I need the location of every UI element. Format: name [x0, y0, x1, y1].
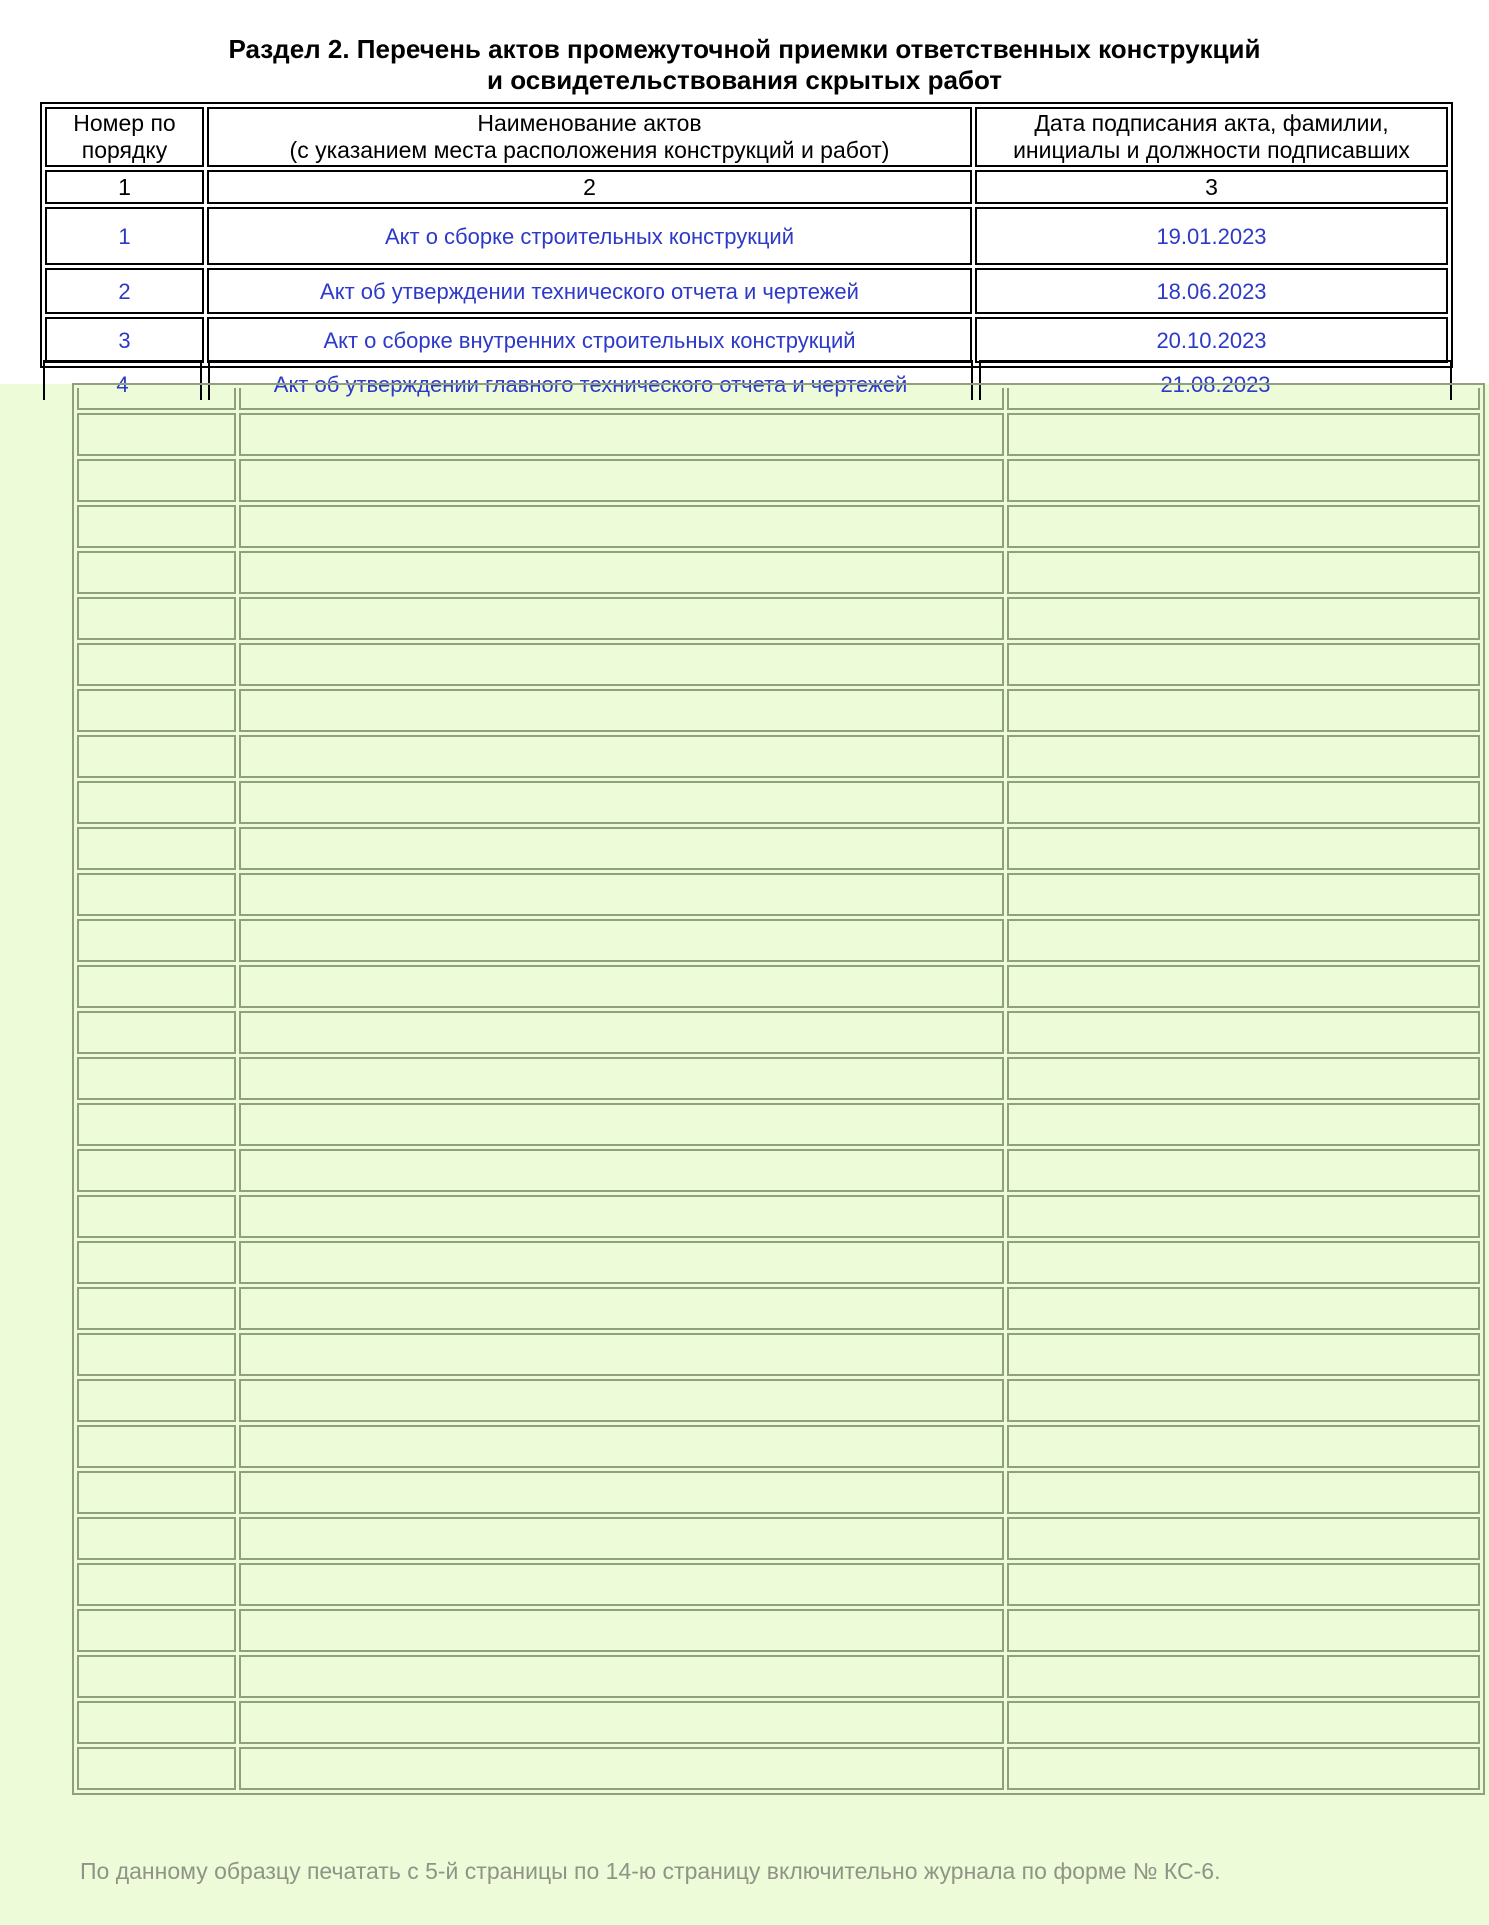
empty-cell — [77, 1701, 236, 1744]
empty-cell — [239, 1011, 1004, 1054]
table-row — [45, 207, 1448, 265]
table-row — [77, 1425, 1480, 1468]
empty-cell — [239, 1287, 1004, 1330]
empty-cell — [239, 1747, 1004, 1790]
column-number-row — [45, 170, 1448, 204]
empty-cell — [77, 1517, 236, 1560]
empty-cell — [239, 1425, 1004, 1468]
empty-cell — [239, 1609, 1004, 1652]
empty-cell — [239, 1195, 1004, 1238]
empty-cell — [77, 459, 236, 502]
empty-cell — [1007, 1333, 1480, 1376]
empty-cell — [1007, 873, 1480, 916]
empty-cell — [77, 1563, 236, 1606]
empty-cell — [1007, 1517, 1480, 1560]
act-name: Акт об утверждении технического отчета и чертежей — [207, 268, 972, 314]
empty-cell — [77, 735, 236, 778]
empty-cell — [1007, 1287, 1480, 1330]
table-row — [77, 1287, 1480, 1330]
empty-cell — [1007, 1563, 1480, 1606]
table-row — [77, 505, 1480, 548]
table-row — [77, 1241, 1480, 1284]
table-row — [77, 735, 1480, 778]
header-act-name-line-2: (с указанием места расположения конструкций и работ) — [289, 137, 890, 163]
empty-cell — [1007, 781, 1480, 824]
empty-cell — [1007, 1655, 1480, 1698]
empty-cell — [77, 1287, 236, 1330]
act-name: Акт о сборке строительных конструкций — [207, 207, 972, 265]
empty-cell — [1007, 1103, 1480, 1146]
empty-cell — [77, 1655, 236, 1698]
acts-table — [40, 102, 1453, 368]
table-row-partially-covered — [43, 360, 1451, 397]
empty-cell — [1007, 413, 1480, 456]
table-row — [45, 317, 1448, 363]
empty-cell — [239, 1471, 1004, 1514]
empty-cell — [77, 1333, 236, 1376]
table-row — [77, 781, 1480, 824]
empty-cell — [1007, 1011, 1480, 1054]
row-number: 1 — [45, 207, 204, 265]
empty-cell — [1007, 1241, 1480, 1284]
table-row — [77, 873, 1480, 916]
empty-cell — [1007, 735, 1480, 778]
empty-cell — [1007, 1747, 1480, 1790]
empty-cell — [239, 413, 1004, 456]
empty-cell — [1007, 643, 1480, 686]
table-row — [77, 1747, 1480, 1790]
empty-cell — [239, 388, 1004, 410]
table-row — [45, 268, 1448, 314]
empty-cell — [77, 1241, 236, 1284]
header-signing-date — [975, 107, 1448, 167]
empty-cell — [239, 1701, 1004, 1744]
empty-cell — [77, 1379, 236, 1422]
empty-cell — [239, 551, 1004, 594]
empty-cell — [77, 1011, 236, 1054]
table-row — [77, 827, 1480, 870]
table-row — [77, 1195, 1480, 1238]
row-number: 4 — [43, 360, 202, 400]
empty-cell — [1007, 1609, 1480, 1652]
header-number-line-1: Номер по — [73, 110, 176, 136]
empty-cell — [77, 1103, 236, 1146]
table-row — [77, 413, 1480, 456]
empty-cell — [77, 388, 236, 410]
act-date: 20.10.2023 — [975, 317, 1448, 363]
empty-cell — [77, 873, 236, 916]
table-row — [77, 1379, 1480, 1422]
empty-cell — [77, 781, 236, 824]
column-number: 3 — [975, 170, 1448, 204]
act-date: 19.01.2023 — [975, 207, 1448, 265]
empty-cell — [1007, 597, 1480, 640]
table-row — [77, 1701, 1480, 1744]
table-row — [77, 388, 1480, 410]
empty-cell — [1007, 459, 1480, 502]
table-row — [77, 919, 1480, 962]
column-number: 2 — [207, 170, 972, 204]
empty-cell — [239, 643, 1004, 686]
empty-cell — [1007, 827, 1480, 870]
table-row — [77, 1563, 1480, 1606]
empty-cell — [1007, 1149, 1480, 1192]
empty-cell — [1007, 505, 1480, 548]
empty-cell — [239, 1057, 1004, 1100]
empty-cell — [77, 643, 236, 686]
table-row — [77, 1655, 1480, 1698]
empty-cell — [77, 1057, 236, 1100]
empty-cell — [239, 1379, 1004, 1422]
table-row — [77, 965, 1480, 1008]
empty-cell — [239, 689, 1004, 732]
header-act-name — [207, 107, 972, 167]
empty-cell — [77, 689, 236, 732]
table-row — [77, 551, 1480, 594]
empty-cell — [239, 965, 1004, 1008]
empty-cell — [77, 827, 236, 870]
column-number: 1 — [45, 170, 204, 204]
empty-entries-table — [72, 383, 1485, 1795]
table-row — [77, 1471, 1480, 1514]
table-row — [77, 689, 1480, 732]
act-name: Акт об утверждении главного технического отчета и чертежей — [208, 360, 973, 400]
empty-cell — [1007, 551, 1480, 594]
row-number: 2 — [45, 268, 204, 314]
empty-cell — [239, 597, 1004, 640]
title-line-1: Раздел 2. Перечень актов промежуточной приемки ответственных конструкций — [228, 34, 1261, 64]
empty-cell — [239, 1563, 1004, 1606]
table-row — [77, 1517, 1480, 1560]
table-row — [77, 1011, 1480, 1054]
empty-cell — [77, 505, 236, 548]
row-number: 3 — [45, 317, 204, 363]
page-title — [0, 34, 1489, 96]
empty-cell — [77, 1471, 236, 1514]
table-row — [77, 1103, 1480, 1146]
table-row — [77, 459, 1480, 502]
empty-cell — [77, 1149, 236, 1192]
table-row — [77, 1609, 1480, 1652]
act-name: Акт о сборке внутренних строительных конструкций — [207, 317, 972, 363]
empty-cell — [77, 1195, 236, 1238]
empty-cell — [77, 413, 236, 456]
title-line-2: и освидетельствования скрытых работ — [487, 65, 1002, 95]
empty-cell — [239, 873, 1004, 916]
table-row — [77, 1149, 1480, 1192]
empty-cell — [1007, 388, 1480, 410]
empty-cell — [1007, 1701, 1480, 1744]
table-row — [77, 643, 1480, 686]
empty-cell — [1007, 1195, 1480, 1238]
table-row — [77, 1057, 1480, 1100]
empty-cell — [239, 1655, 1004, 1698]
empty-cell — [77, 1609, 236, 1652]
table-row — [77, 597, 1480, 640]
empty-cell — [1007, 919, 1480, 962]
footer-note: По данному образцу печатать с 5-й страницы по 14-ю страницу включительно журнала по форме № КС-6. — [80, 1858, 1221, 1884]
header-number — [45, 107, 204, 167]
empty-cell — [239, 1517, 1004, 1560]
act-date: 18.06.2023 — [975, 268, 1448, 314]
empty-cell — [1007, 1379, 1480, 1422]
table-header-row — [45, 107, 1448, 167]
empty-cell — [239, 827, 1004, 870]
header-number-line-2: порядку — [81, 137, 168, 163]
empty-cell — [77, 597, 236, 640]
empty-cell — [239, 1103, 1004, 1146]
empty-cell — [77, 965, 236, 1008]
header-signing-date-line-1: Дата подписания акта, фамилии, — [1034, 110, 1389, 136]
empty-cell — [239, 1241, 1004, 1284]
empty-cell — [77, 551, 236, 594]
header-signing-date-line-2: инициалы и должности подписавших — [1013, 137, 1410, 163]
empty-cell — [239, 1333, 1004, 1376]
header-act-name-line-1: Наименование актов — [477, 110, 702, 136]
empty-cell — [1007, 965, 1480, 1008]
table-row — [77, 1333, 1480, 1376]
empty-cell — [77, 1425, 236, 1468]
empty-cell — [1007, 689, 1480, 732]
empty-cell — [239, 781, 1004, 824]
empty-cell — [77, 1747, 236, 1790]
empty-cell — [1007, 1425, 1480, 1468]
act-date: 21.08.2023 — [979, 360, 1452, 400]
empty-cell — [239, 735, 1004, 778]
empty-cell — [239, 919, 1004, 962]
empty-cell — [239, 505, 1004, 548]
empty-cell — [239, 459, 1004, 502]
empty-cell — [1007, 1471, 1480, 1514]
empty-cell — [239, 1149, 1004, 1192]
empty-cell — [77, 919, 236, 962]
empty-cell — [1007, 1057, 1480, 1100]
